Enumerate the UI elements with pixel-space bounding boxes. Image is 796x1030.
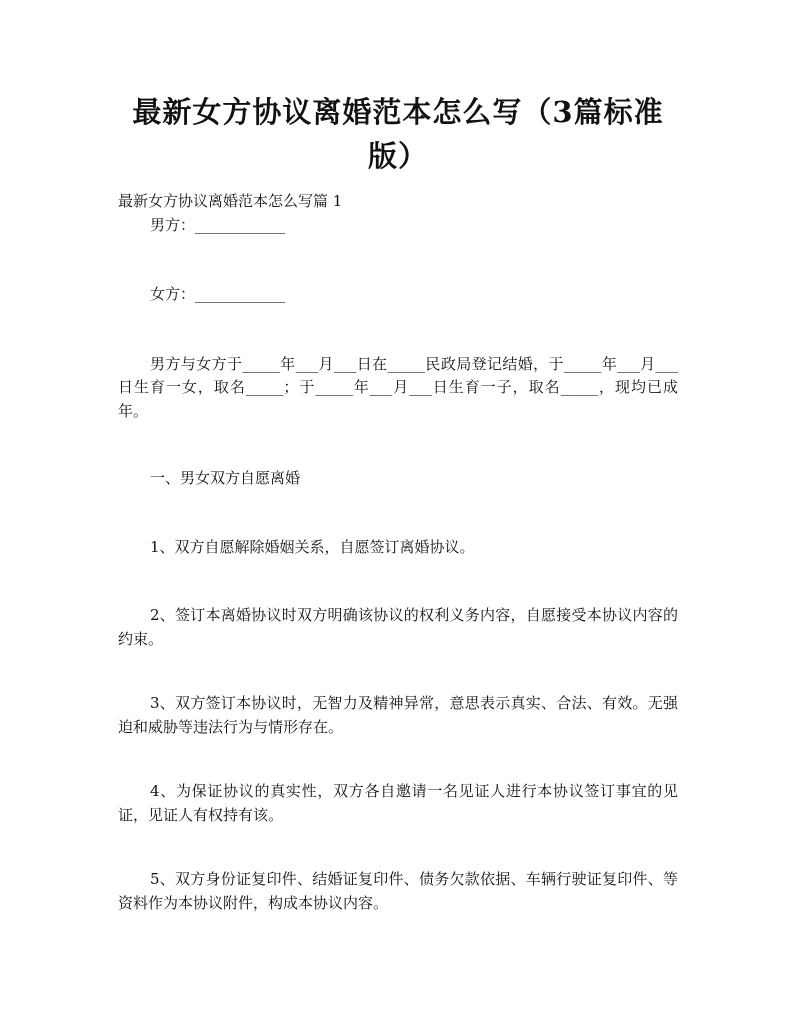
paragraph-item-3: 3、双方签订本协议时，无智力及精神异常，意思表示真实、合法、有效。无强迫和威胁等违法行为与情形存在。	[118, 694, 678, 736]
paragraph-section-one: 一、男女双方自愿离婚	[150, 469, 301, 487]
paragraph-female-party: 女方：____________	[150, 285, 286, 303]
paragraph-item-4: 4、为保证协议的真实性，双方各自邀请一名见证人进行本协议签订事宜的见证，见证人有权持有该。	[118, 782, 678, 824]
section-heading: 最新女方协议离婚范本怎么写篇 1	[118, 192, 343, 210]
document-body	[118, 190, 678, 915]
paragraph-male-party: 男方：____________	[150, 215, 286, 234]
paragraph-marriage-info: 男方与女方于_____年___月___日在_____民政局登记结婚，于_____年___月___日生育一女，取名_____；于_____年___月___日生育一子，取名_____，现均已成年。	[118, 354, 678, 420]
paragraph-item-1: 1、双方自愿解除婚姻关系，自愿签订离婚协议。	[150, 537, 475, 556]
paragraph-item-2: 2、签订本离婚协议时双方明确该协议的权利义务内容，自愿接受本协议内容的约束。	[118, 606, 678, 648]
document-title: 最新女方协议离婚范本怎么写（3篇标准版）	[132, 95, 664, 173]
paragraph-item-5: 5、双方身份证复印件、结婚证复印件、债务欠款依据、车辆行驶证复印件、等资料作为本协议附件，构成本协议内容。	[118, 870, 678, 912]
